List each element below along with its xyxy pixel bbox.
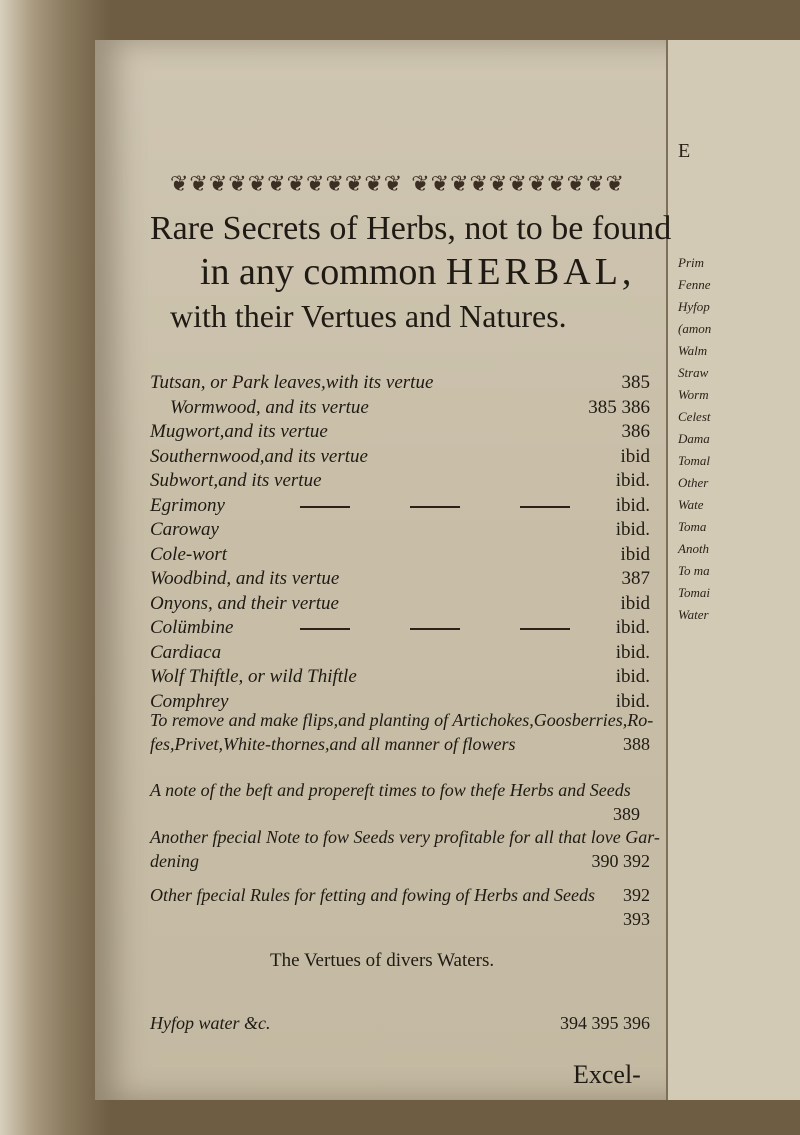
facing-page-item: Tomal [678, 453, 711, 468]
page-number: 394 395 396 [560, 1013, 650, 1033]
leader-rule [410, 506, 460, 508]
page-number: ibid. [615, 641, 650, 663]
book-spine [0, 0, 110, 1135]
page-number: 388 [623, 734, 650, 754]
entry-name: Subwort,and its vertue [150, 470, 322, 491]
page-number: ibid [620, 445, 650, 467]
index-entry [170, 397, 670, 421]
page-number: ibid. [615, 470, 650, 491]
leader-rule [410, 628, 460, 630]
index-entry [150, 519, 650, 543]
facing-page-item: To ma [678, 563, 710, 578]
index-entry [150, 617, 650, 641]
decorative-border: ❦❦❦❦❦❦❦❦❦❦❦❦ ❦❦❦❦❦❦❦❦❦❦❦ [170, 172, 625, 197]
index-entry [150, 593, 650, 617]
leader-rule [300, 506, 350, 508]
note-line: fes,Privet,White-thornes,and all manner of flowers [150, 734, 516, 754]
entry-name: Woodbind, and its vertue [150, 568, 340, 589]
entry-name: Hyfop water &c. [150, 1013, 271, 1033]
entry-name: Egrimony [150, 494, 225, 516]
entry-name: Onyons, and their vertue [150, 592, 339, 614]
title-line-3: with their Vertues and Natures. [170, 298, 567, 334]
leader-rule [520, 628, 570, 630]
facing-page-item: Other [678, 475, 709, 490]
facing-page-item: Celest [678, 409, 711, 424]
facing-page-item: Water [678, 607, 709, 622]
facing-page-item: Worm [678, 387, 709, 402]
index-entry [150, 495, 650, 519]
facing-page-item: Toma [678, 519, 707, 534]
index-entry [150, 470, 650, 494]
index-entry [150, 372, 650, 396]
facing-page-item: (amon [678, 321, 712, 336]
entry-name: Cole-wort [150, 543, 228, 565]
note-times-to-sow [150, 780, 650, 830]
note-line: dening [150, 851, 199, 871]
index-entry [150, 544, 650, 568]
note-line: Other fpecial Rules for fetting and fowing of Herbs and Seeds [150, 885, 595, 905]
title-line-1: Rare Secrets of Herbs, not to be found [150, 210, 672, 247]
page-number: 390 392 [591, 851, 650, 871]
facing-page-letter: E [678, 140, 691, 162]
note-sowing-seeds [150, 827, 660, 877]
facing-page-item: Walm [678, 343, 708, 358]
page-number: ibid [620, 592, 650, 614]
note-other-rules [150, 885, 650, 935]
index-entry-hysop [150, 1013, 650, 1039]
index-entry [150, 568, 650, 592]
entry-name: Mugwort,and its vertue [150, 421, 328, 442]
page-number: 392 [623, 885, 650, 905]
page-number: ibid. [615, 690, 650, 712]
page-number: 385 [621, 372, 650, 393]
index-entry [150, 642, 650, 666]
note-line: Another fpecial Note to fow Seeds very profitable for all that love Gar- [150, 827, 660, 847]
index-entry [150, 666, 650, 690]
page-number: ibid [620, 543, 650, 565]
title-line-2 [200, 250, 660, 294]
facing-page-item: Anoth [678, 541, 710, 556]
entry-name: Cardiaca [150, 641, 222, 663]
entry-name: Caroway [150, 519, 219, 540]
page-number: ibid. [615, 666, 650, 687]
entry-name: Tutsan, or Park leaves,with its vertue [150, 372, 434, 393]
index-entry [150, 421, 650, 445]
facing-page-item: Wate [678, 497, 704, 512]
note-line: A note of the beft and propereft times to fow thefe Herbs and Seeds [150, 780, 631, 800]
page-number: 386 [621, 421, 650, 442]
entry-name: Wolf Thiftle, or wild Thiftle [150, 666, 357, 687]
entry-name: Southernwood,and its vertue [150, 445, 368, 467]
title-line-2-text: in any common [200, 251, 437, 293]
page-number: 389 [613, 804, 640, 824]
title-herbal: HERBAL, [445, 251, 636, 293]
facing-page-item: Straw [678, 365, 709, 380]
page-number: 387 [621, 568, 650, 589]
facing-page-item: Fenne [678, 277, 711, 292]
entry-name: Colümbine [150, 617, 234, 638]
facing-page-item: Dama [678, 431, 710, 446]
leader-rule [520, 506, 570, 508]
facing-page-edge [666, 40, 800, 1100]
section-heading-waters: The Vertues of divers Waters. [270, 950, 495, 971]
entry-name: Wormwood, and its vertue [170, 396, 369, 418]
note-line: To remove and make flips,and planting of Artichokes,Goosberries,Ro- [150, 710, 654, 730]
note-artichokes [150, 710, 654, 760]
page-number: ibid. [615, 617, 650, 638]
page-number: 393 [623, 909, 650, 929]
catchword: Excel- [573, 1060, 641, 1089]
index-entry [150, 446, 650, 470]
facing-page-item: Tomai [678, 585, 711, 600]
facing-page-item: Prim [678, 255, 704, 270]
page-number: ibid. [615, 494, 650, 516]
page-number: 385 386 [588, 396, 650, 418]
entry-name: Comphrey [150, 690, 229, 712]
facing-page-item: Hyfop [678, 299, 710, 314]
page-number: ibid. [615, 519, 650, 540]
leader-rule [300, 628, 350, 630]
